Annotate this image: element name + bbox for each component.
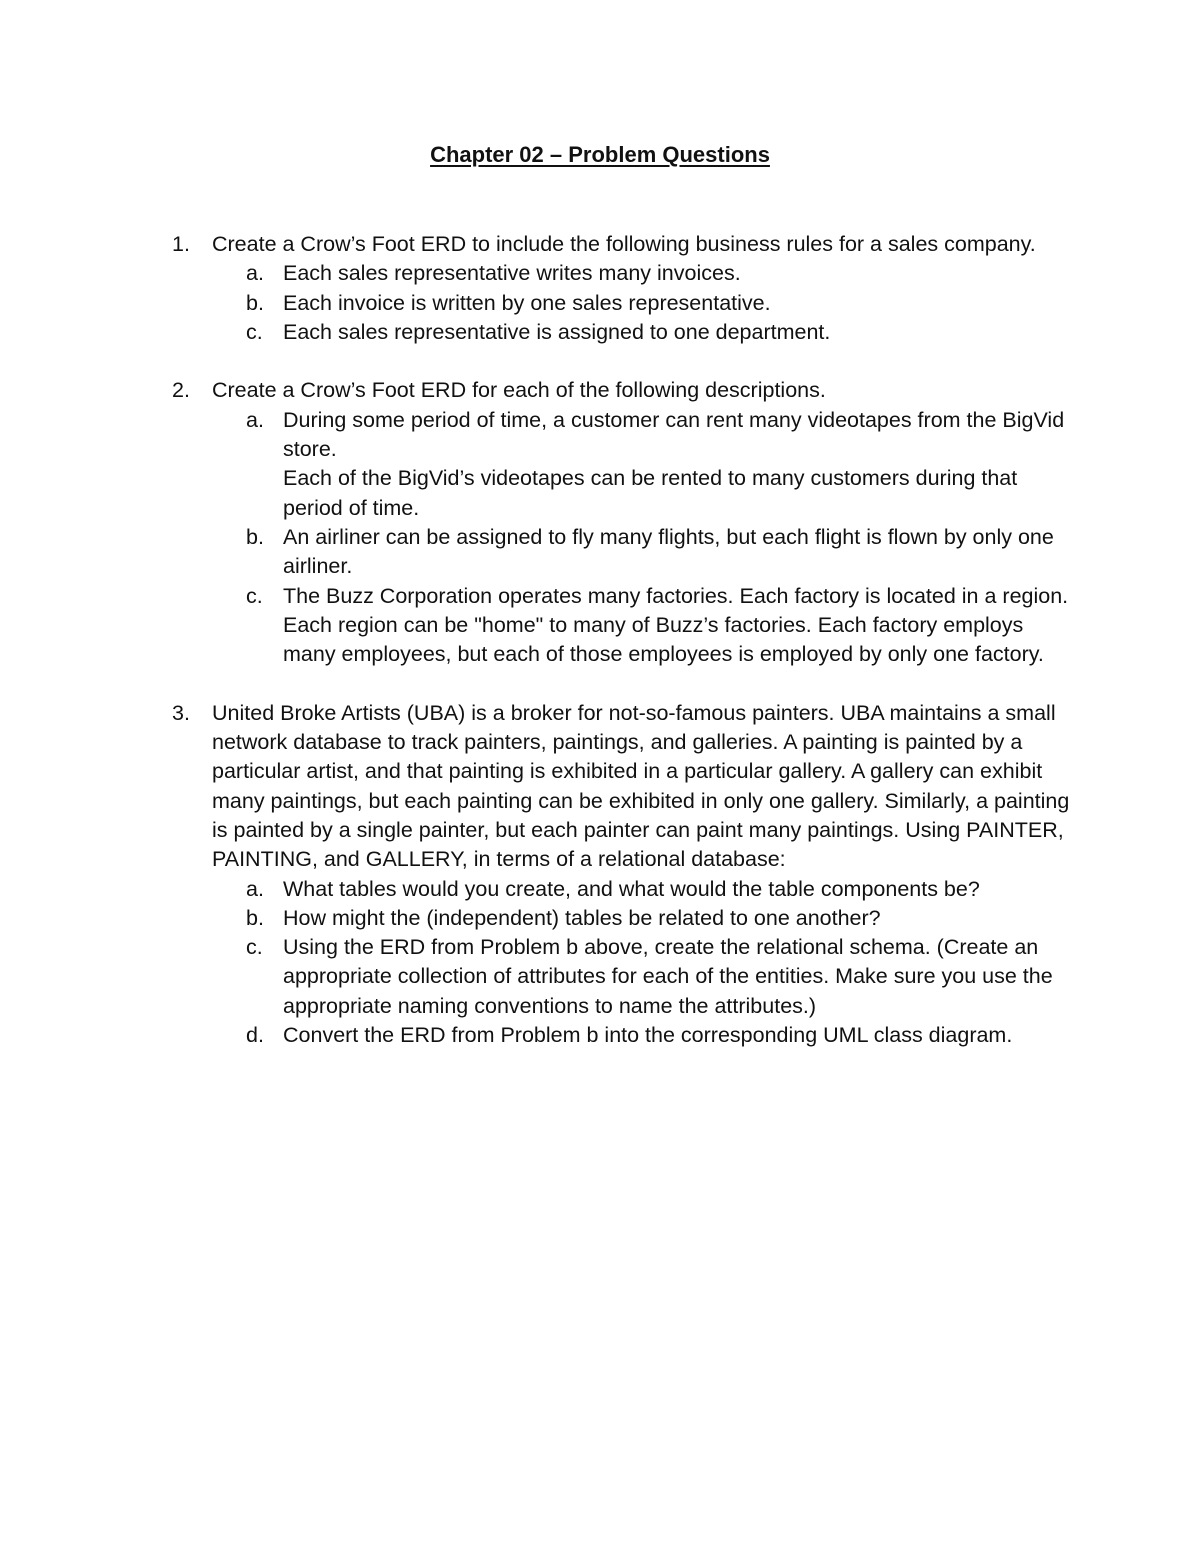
- sub-question-text: Each sales representative is assigned to one department.: [283, 319, 831, 344]
- sub-question-text: The Buzz Corporation operates many factories. Each factory is located in a region. Each region can be "home" to many of Buzz’s factories. Each factory employs many employees, but each of those employees is employed by only one factory.: [283, 583, 1069, 667]
- sub-question-letter: c.: [246, 935, 263, 960]
- sub-question-letter: b.: [246, 290, 264, 315]
- sub-question-3d: [212, 1021, 1072, 1050]
- problem-number: 1.: [172, 232, 190, 256]
- problem-text: United Broke Artists (UBA) is a broker for not-so-famous painters. UBA maintains a small network database to track painters, paintings, and galleries. A painting is painted by a particular artist, and that painting is exhibited in a particular gallery. A gallery can exhibit many paintings, but each painting can be exhibited in only one gallery. Similarly, a painting is painted by a single painter, but each painter can paint many paintings. Using PAINTER, PAINTING, and GALLERY, in terms of a relational database:: [212, 700, 1070, 872]
- sub-question-1b: [212, 289, 1072, 318]
- problem-1: [172, 230, 1072, 347]
- problem-3: [172, 699, 1072, 1051]
- problem-number: 3.: [172, 700, 190, 725]
- sub-question-2c: [212, 582, 1072, 670]
- problem-list: [172, 230, 1072, 1080]
- sub-question-3a: [212, 875, 1072, 904]
- sub-question-1c: [212, 318, 1072, 347]
- sub-question-text: How might the (independent) tables be related to one another?: [283, 905, 881, 930]
- sub-question-letter: c.: [246, 583, 263, 608]
- sub-question-text: What tables would you create, and what would the table components be?: [283, 876, 980, 901]
- sub-question-letter: a.: [246, 876, 264, 901]
- problem-number: 2.: [172, 378, 190, 403]
- sub-question-text: An airliner can be assigned to fly many flights, but each flight is flown by only one airliner.: [283, 524, 1054, 579]
- sub-question-2b: [212, 523, 1072, 582]
- sub-question-list: [212, 406, 1072, 670]
- page-title: Chapter 02 – Problem Questions: [430, 142, 770, 167]
- sub-question-text: Using the ERD from Problem b above, create the relational schema. (Create an appropriate collection of attributes for each of the entities. Make sure you use the appropriate naming conventions to name the attributes.): [283, 935, 1053, 1018]
- problem-2: [172, 376, 1072, 669]
- sub-question-2a: [212, 406, 1072, 523]
- problem-text: Create a Crow’s Foot ERD to include the following business rules for a sales company.: [212, 232, 1036, 256]
- sub-question-letter: a.: [246, 407, 264, 432]
- sub-question-3b: [212, 904, 1072, 933]
- sub-question-letter: a.: [246, 261, 264, 286]
- sub-question-letter: c.: [246, 319, 263, 344]
- sub-question-text: Each invoice is written by one sales representative.: [283, 290, 771, 315]
- sub-question-letter: d.: [246, 1023, 264, 1048]
- sub-question-text: Each sales representative writes many invoices.: [283, 261, 741, 286]
- sub-question-text: Convert the ERD from Problem b into the corresponding UML class diagram.: [283, 1023, 1013, 1048]
- sub-question-text: During some period of time, a customer can rent many videotapes from the BigVid store.: [283, 407, 1065, 462]
- sub-question-list: [212, 875, 1072, 1051]
- sub-question-letter: b.: [246, 524, 264, 549]
- sub-question-list: [212, 259, 1072, 347]
- sub-question-1a: [212, 259, 1072, 288]
- sub-question-3c: [212, 933, 1072, 1021]
- problem-text: Create a Crow’s Foot ERD for each of the following descriptions.: [212, 378, 826, 403]
- sub-question-text-continued: Each of the BigVid’s videotapes can be rented to many customers during that period of time.: [283, 466, 1018, 520]
- sub-question-letter: b.: [246, 905, 264, 930]
